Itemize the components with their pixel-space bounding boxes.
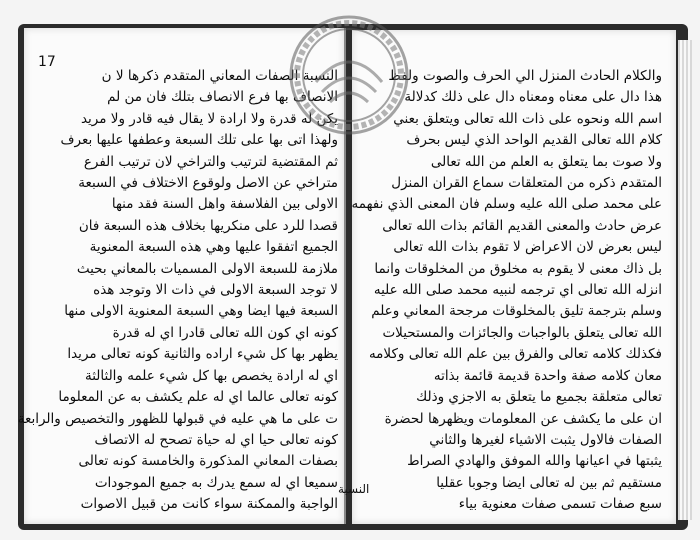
catchword: النسبة (338, 482, 370, 496)
right-text-line: هذا دال على معناه ومعناه دال على ذلك كدلالة (404, 89, 662, 106)
left-text-line: الجميع اتفقوا عليها وهي هذه السبعة المعنوية (89, 239, 338, 256)
right-text-line: معان كلامه صفة واحدة قديمة قائمة بذاته (433, 367, 662, 384)
left-text-line: متراخي عن الاصل ولوقوع الاختلاف في السبعة (78, 175, 338, 192)
right-text-line: انزله الله تعالى اي ترجمه لنبيه محمد صلى الله عليه (373, 282, 662, 299)
library-seal-stamp (286, 12, 412, 138)
folio-number: 17 (38, 54, 56, 70)
right-text-line: سبع صفات تسمى صفات معنوية بياء (458, 496, 662, 513)
right-text-line: عرض حادث والمعنى القديم القائم بذات الله تعالى (382, 217, 662, 234)
right-text-line: الصفات فالاول يثبت الاشياء لغيرها والثاني (429, 431, 662, 448)
seal-outer-ring (291, 17, 407, 133)
left-text-line: يكن له قدرة ولا ارادة لا يقال فيه قادر ولا مريد (80, 110, 338, 127)
left-text-line: ملازمة للسبعة الاولى المسميات بالمعاني بحيث (76, 260, 338, 277)
right-text-line: تعالى متعلقة بجميع ما يتعلق به الاجزي وذلك (416, 389, 662, 406)
right-text-line: ان على ما يكشف عن المعلومات ويظهرها لحضرة (384, 410, 662, 427)
right-text-line: الله تعالى يتعلق بالواجبات والجائزات والمستحيلات (382, 324, 662, 341)
right-text-line: فكذلك كلامه تعالى والفرق بين علم الله تعالى وكلامه (368, 346, 662, 363)
left-text-line: ثم المقتضية لترتيب والتراخي لان ترتيب الفرع (83, 153, 338, 170)
left-text-line: ت على ما هي عليه في قبولها للظهور والتخصيص والرابعة (17, 410, 338, 427)
right-text-line: والكلام الحادث المنزل الي الحرف والصوت ولفظ (388, 68, 662, 84)
right-text-line: كلام الله تعالى القديم الواحد الذي ليس بحرف (406, 132, 662, 149)
left-text-line: كونه تعالى حيا اي له حياة تصحح له الاتصاف (94, 431, 338, 448)
right-text-line: وسلم بترجمة تليق بالمخلوقات مرجحة المعاني وعلم (371, 303, 662, 320)
left-text-line: الاولى بين الفلاسفة واهل السنة فقد منها (111, 196, 338, 213)
left-text-line: بصفات المعاني المذكورة والخامسة كونه تعالى (78, 453, 338, 470)
right-text-line: ليس بعرض لان الاعراض لا تقوم بذات الله تعالى (393, 239, 662, 256)
left-text-line: اي له ارادة يخصص بها كل شيء علمه والثالثة (84, 367, 338, 384)
left-text-line: سميعا اي له سمع يدرك به جميع الموجودات (94, 474, 338, 491)
right-text-line: يثبتها في اعيانها والله الموفق والهادي الصراط (407, 453, 662, 470)
right-text-line: على محمد صلى الله عليه وسلم فان المعنى الذي نفهمه (351, 196, 662, 213)
page-edges (678, 40, 692, 520)
left-text-line: الانصاف بها فرع الانصاف بتلك فان من لم (107, 89, 338, 106)
seal-inner-ring (303, 29, 395, 121)
left-text-line: ولهذا اتى بها على تلك السبعة وعطفها عليها بعرف (60, 132, 338, 149)
left-text-line: لا توجد السبعة الاولى في ذات الا وتوجد هذه (93, 282, 338, 299)
right-text-line: ولا صوت بما يتعلق به العلم من الله تعالى (430, 153, 662, 170)
right-text-line: المتقدم ذكره من المتعلقات سماع القران المنزل (391, 175, 662, 192)
left-text-line: يظهر بها كل شيء اراده والثانية كونه تعالى مريدا (67, 346, 338, 363)
seal-lettering-band (297, 23, 401, 127)
seal-center-calligraphy (316, 62, 382, 102)
left-text-line: قصدا للرد على منكريها بخلاف هذه السبعة فان (78, 217, 338, 234)
right-text-line: مستقيم ثم بين له تعالى ايضا وجوبا عقليا (436, 474, 662, 491)
right-text-line: اسم الله ونحوه على ذات الله تعالى ويتعلق بعني (393, 110, 662, 127)
left-text-line: الواجبة والممكنة سواء كانت من قبيل الاصوات (80, 496, 338, 513)
left-text-line: كونه اي كون الله تعالى قادرا اي له قدرة (112, 324, 338, 341)
left-text-line: كونه تعالى عالما اي له علم يكشف به عن المعلوما (58, 389, 338, 406)
left-text-line: السبعة فيها ايضا وهي السبعة المعنوية الاولى منها (64, 303, 338, 320)
left-text-line: النسبة الصفات المعاني المتقدم ذكرها لا ن (101, 68, 338, 84)
right-text-line: بل ذاك معنى لا يقوم به مخلوق من المخلوقات وانما (374, 260, 662, 277)
